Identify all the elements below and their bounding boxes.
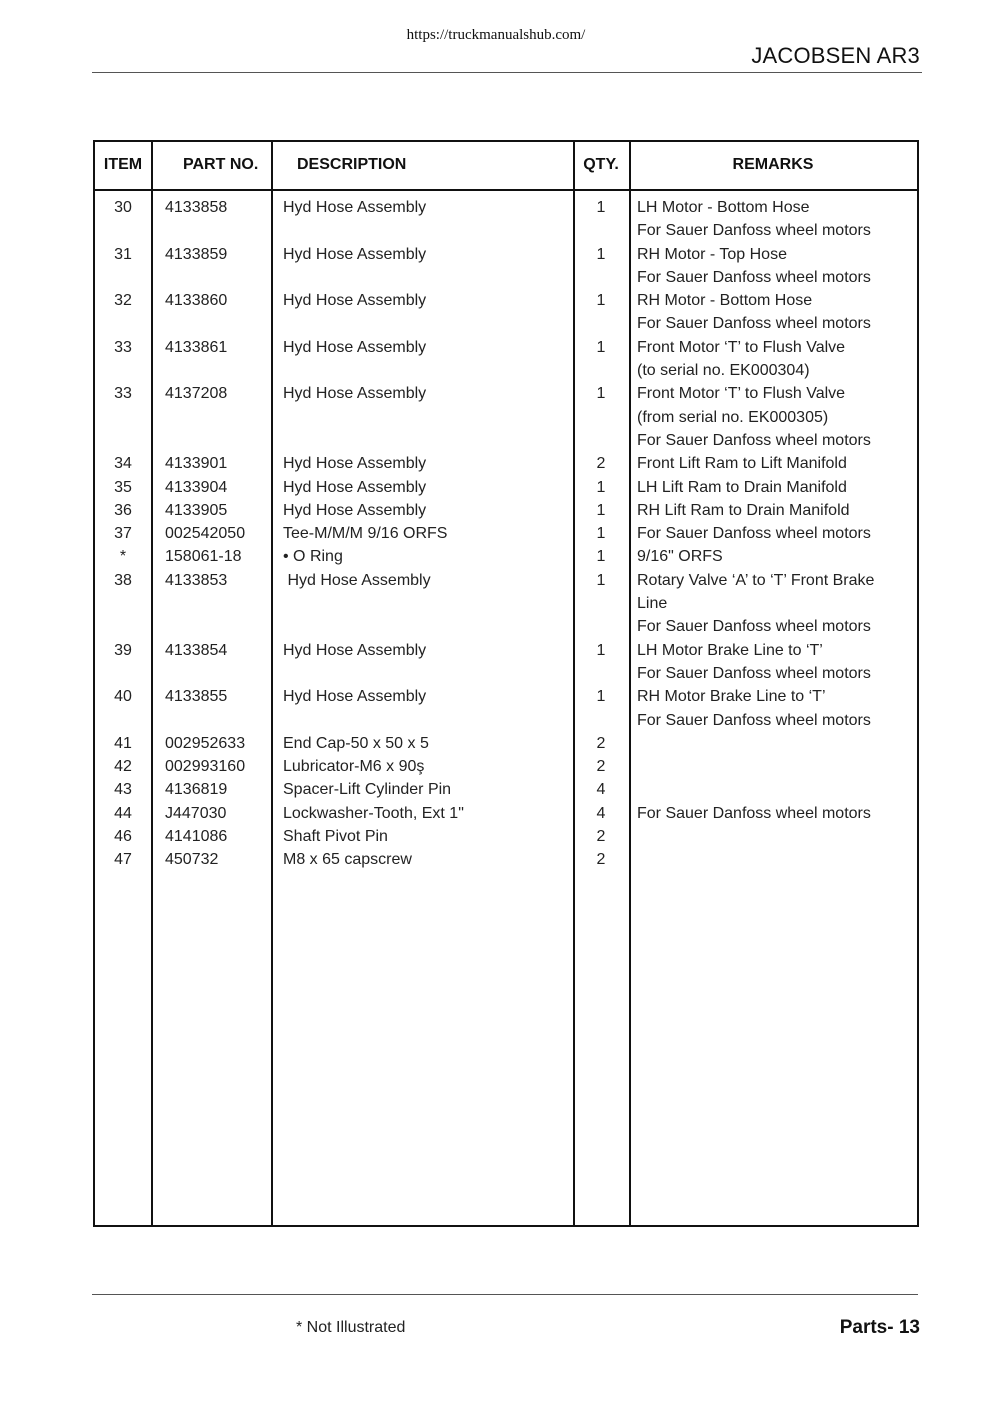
quantity-cell: 2 [596,758,606,776]
item-cell: 33 [114,338,132,356]
description-cell: Spacer-Lift Cylinder Pin [283,781,452,799]
quantity-cell: 1 [596,501,606,519]
table-row [95,476,917,499]
description-cell: Hyd Hose Assembly [283,571,431,589]
remarks-line: RH Motor - Bottom Hose [637,292,813,310]
item-cell: * [119,548,127,566]
item-cell: 38 [114,571,132,589]
table-row [95,452,917,475]
item-cell: 43 [114,781,132,799]
parts-table [93,140,919,1227]
item-cell: 42 [114,758,132,776]
quantity-cell: 1 [596,245,606,263]
table-row [95,802,917,825]
part-number-cell: 4133904 [165,478,228,496]
description-cell: • O Ring [283,548,343,566]
item-cell: 34 [114,455,132,473]
table-row [95,848,917,871]
item-cell: 36 [114,501,132,519]
remarks-cell [629,639,917,686]
remarks-cell [629,499,917,522]
part-number-cell: 4133905 [165,501,228,519]
remarks-line: For Sauer Danfoss wheel motors [637,618,871,636]
part-number-cell: 4133855 [165,688,228,706]
remarks-line: For Sauer Danfoss wheel motors [637,664,871,682]
table-row [95,778,917,801]
part-number-cell: 4133854 [165,641,228,659]
quantity-cell: 2 [596,455,606,473]
part-number-cell: 4137208 [165,385,228,403]
part-number-cell: 4133861 [165,338,228,356]
description-cell: Hyd Hose Assembly [283,641,427,659]
description-cell: End Cap-50 x 50 x 5 [283,734,429,752]
quantity-cell: 2 [596,734,606,752]
table-row [95,825,917,848]
table-row [95,196,917,243]
description-cell: Hyd Hose Assembly [283,688,427,706]
remarks-line: For Sauer Danfoss wheel motors [637,315,871,333]
remarks-cell [629,545,917,568]
table-row [95,289,917,336]
item-cell: 31 [114,245,132,263]
description-cell: Hyd Hose Assembly [283,455,427,473]
col-header-item: ITEM [103,156,143,173]
part-number-cell: 158061-18 [165,548,242,566]
remarks-line: (from serial no. EK000305) [637,408,829,426]
item-cell: 37 [114,525,132,543]
description-cell: Shaft Pivot Pin [283,828,388,846]
description-cell: Hyd Hose Assembly [283,385,427,403]
remarks-line [637,848,917,871]
col-header-qty: QTY. [583,156,619,173]
table-body [95,196,917,872]
item-cell: 46 [114,828,132,846]
table-row [95,522,917,545]
remarks-line: LH Motor - Bottom Hose [637,199,810,216]
item-cell: 41 [114,734,132,752]
item-cell: 40 [114,688,132,706]
quantity-cell: 4 [596,781,606,799]
quantity-cell: 4 [596,804,606,822]
table-row [95,499,917,522]
remarks-cell [629,732,917,755]
remarks-line: RH Motor - Top Hose [637,245,787,263]
part-number-cell: 4133901 [165,455,228,473]
description-cell: Tee-M/M/M 9/16 ORFS [283,525,448,543]
remarks-line: Rotary Valve ‘A’ to ‘T’ Front Brake [637,571,875,589]
quantity-cell: 2 [596,828,606,846]
footnote: * Not Illustrated [296,1319,406,1336]
part-number-cell: 002952633 [165,734,246,752]
remarks-line: Front Lift Ram to Lift Manifold [637,455,847,473]
quantity-cell: 1 [596,385,606,403]
remarks-line: For Sauer Danfoss wheel motors [637,222,871,240]
footer-rule [92,1294,918,1295]
remarks-line: For Sauer Danfoss wheel motors [637,804,871,822]
quantity-cell: 1 [596,525,606,543]
remarks-line: For Sauer Danfoss wheel motors [637,431,871,449]
table-row [95,732,917,755]
remarks-cell [629,825,917,848]
item-cell: 32 [114,292,132,310]
remarks-cell [629,452,917,475]
remarks-line: 9/16" ORFS [637,548,723,566]
col-header-part-no: PART NO. [183,156,259,173]
remarks-line: RH Lift Ram to Drain Manifold [637,501,850,519]
quantity-cell: 1 [596,571,606,589]
part-number-cell: 4133858 [165,199,228,216]
quantity-cell: 1 [596,199,606,216]
quantity-cell: 1 [596,338,606,356]
remarks-cell [629,685,917,732]
item-cell: 33 [114,385,132,403]
remarks-line: Front Motor ‘T’ to Flush Valve [637,338,846,356]
source-url[interactable]: https://truckmanualshub.com/ [406,27,586,43]
quantity-cell: 1 [596,292,606,310]
table-row [95,639,917,686]
remarks-cell [629,243,917,290]
remarks-line [637,755,917,778]
item-cell: 39 [114,641,132,659]
item-cell: 47 [114,851,132,869]
part-number-cell: 002542050 [165,525,246,543]
table-row [95,569,917,639]
remarks-line [637,825,917,848]
remarks-line [637,732,917,755]
header-divider [95,189,917,191]
table-row [95,336,917,383]
manual-title: JACOBSEN AR3 [751,43,920,68]
quantity-cell: 1 [596,641,606,659]
part-number-cell: 4133853 [165,571,228,589]
quantity-cell: 1 [596,548,606,566]
table-row [95,382,917,452]
remarks-cell [629,569,917,639]
description-cell: Hyd Hose Assembly [283,292,427,310]
remarks-line: Front Motor ‘T’ to Flush Valve [637,385,846,403]
part-number-cell: J447030 [165,804,227,822]
table-row [95,755,917,778]
header-rule [92,72,922,73]
remarks-cell [629,522,917,545]
remarks-cell [629,778,917,801]
remarks-cell [629,755,917,778]
description-cell: Lockwasher-Tooth, Ext 1" [283,804,464,822]
table-row [95,685,917,732]
remarks-cell [629,336,917,383]
part-number-cell: 4136819 [165,781,228,799]
description-cell: Lubricator-M6 x 90ş [283,758,425,776]
remarks-line [637,778,917,801]
remarks-cell [629,848,917,871]
remarks-cell [629,802,917,825]
remarks-line: RH Motor Brake Line to ‘T’ [637,688,826,706]
remarks-cell [629,382,917,452]
description-cell: M8 x 65 capscrew [283,851,412,869]
remarks-line: LH Lift Ram to Drain Manifold [637,478,847,496]
remarks-line: (to serial no. EK000304) [637,362,810,380]
remarks-line: For Sauer Danfoss wheel motors [637,711,871,729]
remarks-line: LH Motor Brake Line to ‘T’ [637,641,823,659]
remarks-line: Line [637,595,668,613]
remarks-line: For Sauer Danfoss wheel motors [637,525,871,543]
remarks-line: For Sauer Danfoss wheel motors [637,268,871,286]
quantity-cell: 2 [596,851,606,869]
item-cell: 44 [114,804,132,822]
description-cell: Hyd Hose Assembly [283,199,427,216]
description-cell: Hyd Hose Assembly [283,501,427,519]
description-cell: Hyd Hose Assembly [283,338,427,356]
col-header-description: DESCRIPTION [297,156,407,173]
quantity-cell: 1 [596,688,606,706]
remarks-cell [629,289,917,336]
table-row [95,243,917,290]
remarks-cell [629,196,917,243]
remarks-cell [629,476,917,499]
item-cell: 30 [114,199,132,216]
description-cell: Hyd Hose Assembly [283,478,427,496]
description-cell: Hyd Hose Assembly [283,245,427,263]
quantity-cell: 1 [596,478,606,496]
item-cell: 35 [114,478,132,496]
part-number-cell: 002993160 [165,758,246,776]
col-header-remarks: REMARKS [732,156,814,173]
table-row [95,545,917,568]
part-number-cell: 4133859 [165,245,228,263]
part-number-cell: 4141086 [165,828,228,846]
part-number-cell: 4133860 [165,292,228,310]
part-number-cell: 450732 [165,851,219,869]
page-number: Parts- 13 [839,1317,920,1338]
